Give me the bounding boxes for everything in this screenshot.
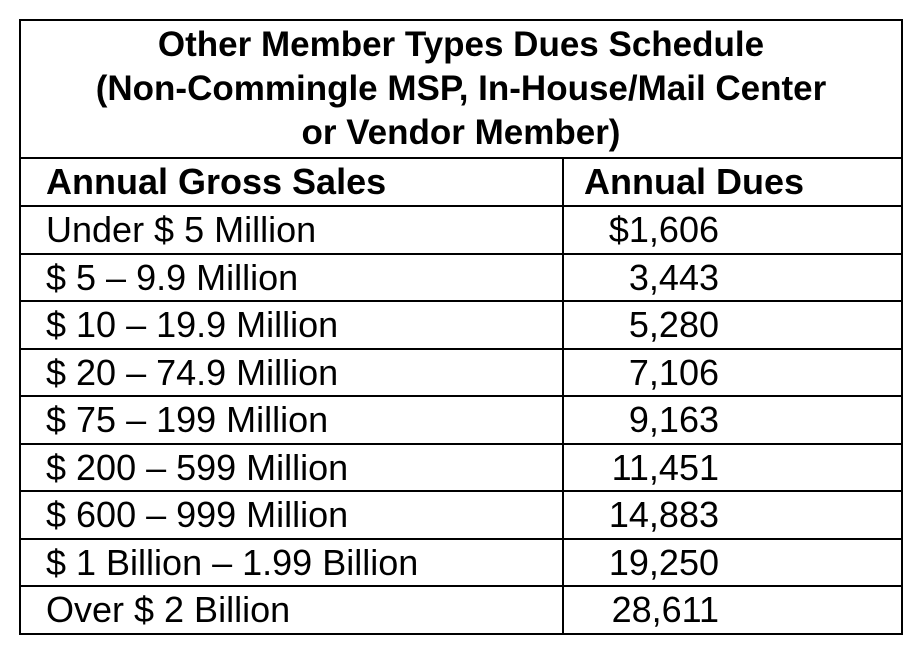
annual-dues-cell bbox=[563, 444, 902, 492]
annual-dues-value: 5,280 bbox=[628, 304, 719, 346]
table-row bbox=[20, 254, 902, 302]
annual-dues-cell bbox=[563, 396, 902, 444]
gross-sales-cell: $ 5 – 9.9 Million bbox=[20, 254, 563, 302]
title-line-3: or Vendor Member) bbox=[301, 113, 621, 152]
title-row bbox=[20, 20, 902, 158]
gross-sales-cell: $ 200 – 599 Million bbox=[20, 444, 563, 492]
gross-sales-cell: $ 75 – 199 Million bbox=[20, 396, 563, 444]
annual-dues-value: 3,443 bbox=[628, 256, 719, 298]
gross-sales-cell: Over $ 2 Billion bbox=[20, 586, 563, 634]
table-row bbox=[20, 444, 902, 492]
table-title bbox=[20, 20, 902, 158]
table-row bbox=[20, 396, 902, 444]
table-row bbox=[20, 349, 902, 397]
annual-dues-cell bbox=[563, 586, 902, 634]
gross-sales-cell: $ 20 – 74.9 Million bbox=[20, 349, 563, 397]
table-row bbox=[20, 301, 902, 349]
table-row bbox=[20, 539, 902, 587]
gross-sales-cell: $ 1 Billion – 1.99 Billion bbox=[20, 539, 563, 587]
annual-dues-value: 14,883 bbox=[608, 494, 719, 536]
annual-dues-value: 19,250 bbox=[608, 541, 719, 583]
gross-sales-cell: Under $ 5 Million bbox=[20, 206, 563, 254]
gross-sales-cell: $ 600 – 999 Million bbox=[20, 491, 563, 539]
annual-dues-cell bbox=[563, 254, 902, 302]
header-annual-dues: Annual Dues bbox=[563, 158, 902, 206]
gross-sales-cell: $ 10 – 19.9 Million bbox=[20, 301, 563, 349]
annual-dues-cell bbox=[563, 491, 902, 539]
annual-dues-value: 7,106 bbox=[628, 351, 719, 393]
annual-dues-cell bbox=[563, 349, 902, 397]
annual-dues-value: $1,606 bbox=[608, 209, 719, 251]
title-line-1: Other Member Types Dues Schedule bbox=[157, 25, 765, 64]
annual-dues-cell bbox=[563, 206, 902, 254]
table-row bbox=[20, 206, 902, 254]
annual-dues-cell bbox=[563, 539, 902, 587]
annual-dues-value: 11,451 bbox=[611, 446, 719, 488]
header-annual-gross-sales: Annual Gross Sales bbox=[20, 158, 563, 206]
annual-dues-cell bbox=[563, 301, 902, 349]
header-row bbox=[20, 158, 902, 206]
table-row bbox=[20, 491, 902, 539]
title-line-2: (Non-Commingle MSP, In-House/Mail Center bbox=[95, 69, 827, 108]
annual-dues-value: 28,611 bbox=[611, 589, 719, 631]
annual-dues-value: 9,163 bbox=[628, 399, 719, 441]
dues-schedule-table bbox=[19, 19, 903, 635]
table-row bbox=[20, 586, 902, 634]
